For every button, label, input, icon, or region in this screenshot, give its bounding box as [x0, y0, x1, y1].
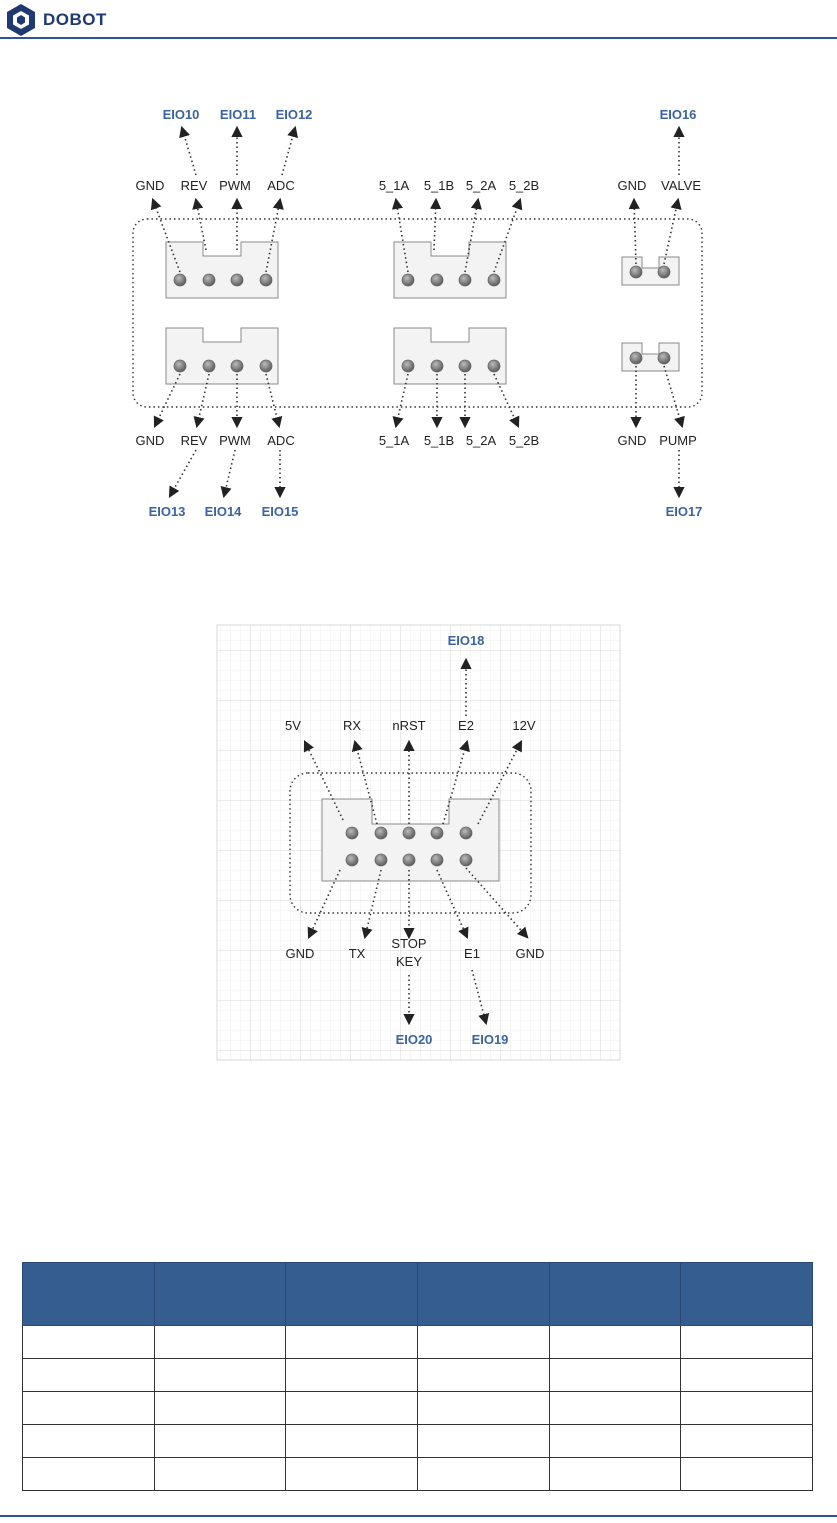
table-cell — [417, 1392, 549, 1425]
pin-label: nRST — [392, 718, 426, 733]
eio-label: EIO15 — [261, 504, 299, 519]
table-cell — [154, 1359, 286, 1392]
eio-label: EIO18 — [447, 633, 485, 648]
table-cell — [549, 1425, 681, 1458]
table-cell — [286, 1359, 418, 1392]
table-row — [23, 1425, 813, 1458]
table-cell — [549, 1458, 681, 1491]
table-header-cell — [154, 1263, 286, 1326]
pin-label: GND — [515, 946, 545, 961]
pin-label: TX — [348, 946, 366, 961]
eio-label: EIO12 — [275, 107, 313, 122]
pin-label: ADC — [267, 433, 295, 448]
table-cell — [681, 1392, 813, 1425]
pin-label: PUMP — [659, 433, 697, 448]
table-cell — [154, 1425, 286, 1458]
table-cell — [681, 1326, 813, 1359]
table-cell — [286, 1326, 418, 1359]
table-cell — [23, 1392, 155, 1425]
table-cell — [549, 1392, 681, 1425]
pin-label: KEY — [395, 954, 423, 969]
table-row — [23, 1458, 813, 1491]
pin-label: GND — [617, 178, 647, 193]
eio-label: EIO16 — [659, 107, 697, 122]
eio-label: EIO11 — [219, 107, 257, 122]
table-cell — [23, 1458, 155, 1491]
pin-label: 5_2B — [508, 433, 540, 448]
eio-label: EIO10 — [162, 107, 200, 122]
pin-label: 5_1A — [378, 178, 410, 193]
table-cell — [417, 1359, 549, 1392]
table-cell — [286, 1392, 418, 1425]
table-header-cell — [286, 1263, 418, 1326]
table-header-cell — [417, 1263, 549, 1326]
table-header-cell — [549, 1263, 681, 1326]
table-header-row — [23, 1263, 813, 1326]
table-cell — [154, 1326, 286, 1359]
pin-label: REV — [180, 178, 208, 193]
table-cell — [417, 1326, 549, 1359]
table-header-cell — [23, 1263, 155, 1326]
pin-label: 5_1B — [423, 433, 455, 448]
table-cell — [681, 1359, 813, 1392]
pin-label: GND — [135, 433, 165, 448]
pin-label: GND — [285, 946, 315, 961]
table-cell — [23, 1425, 155, 1458]
pin-label: E1 — [464, 946, 480, 961]
table-cell — [681, 1458, 813, 1491]
table-cell — [417, 1425, 549, 1458]
brand-name: DOBOT — [43, 10, 107, 29]
table-cell — [23, 1359, 155, 1392]
footer-rule — [0, 1515, 837, 1517]
table-row — [23, 1326, 813, 1359]
eio-label: EIO17 — [665, 504, 703, 519]
table-cell — [286, 1458, 418, 1491]
table-cell — [417, 1458, 549, 1491]
pin-label: REV — [180, 433, 208, 448]
pin-label: PWM — [219, 433, 251, 448]
pin-label: 5_2A — [465, 433, 497, 448]
table-cell — [286, 1425, 418, 1458]
pin-table — [22, 1262, 813, 1491]
pin-label: E2 — [458, 718, 474, 733]
table-cell — [549, 1326, 681, 1359]
pin-label: 5_1A — [378, 433, 410, 448]
table-cell — [549, 1359, 681, 1392]
table-cell — [23, 1326, 155, 1359]
pin-label: VALVE — [661, 178, 701, 193]
table-cell — [681, 1425, 813, 1458]
pin-label: 5_2B — [508, 178, 540, 193]
table-cell — [154, 1458, 286, 1491]
eio-label: EIO13 — [148, 504, 186, 519]
pin-label: STOP — [391, 936, 427, 951]
pin-label: 5_1B — [423, 178, 455, 193]
eio-label: EIO14 — [204, 504, 242, 519]
table-header-cell — [681, 1263, 813, 1326]
table-row — [23, 1359, 813, 1392]
pin-label: RX — [342, 718, 362, 733]
eio-label: EIO20 — [395, 1032, 433, 1047]
table-cell — [154, 1392, 286, 1425]
pin-label: GND — [135, 178, 165, 193]
pin-label: PWM — [219, 178, 251, 193]
pin-label: 12V — [512, 718, 536, 733]
pin-label: 5V — [285, 718, 301, 733]
eio-label: EIO19 — [471, 1032, 509, 1047]
table-row — [23, 1392, 813, 1425]
pin-label: 5_2A — [465, 178, 497, 193]
pin-label: ADC — [267, 178, 295, 193]
pin-label: GND — [617, 433, 647, 448]
